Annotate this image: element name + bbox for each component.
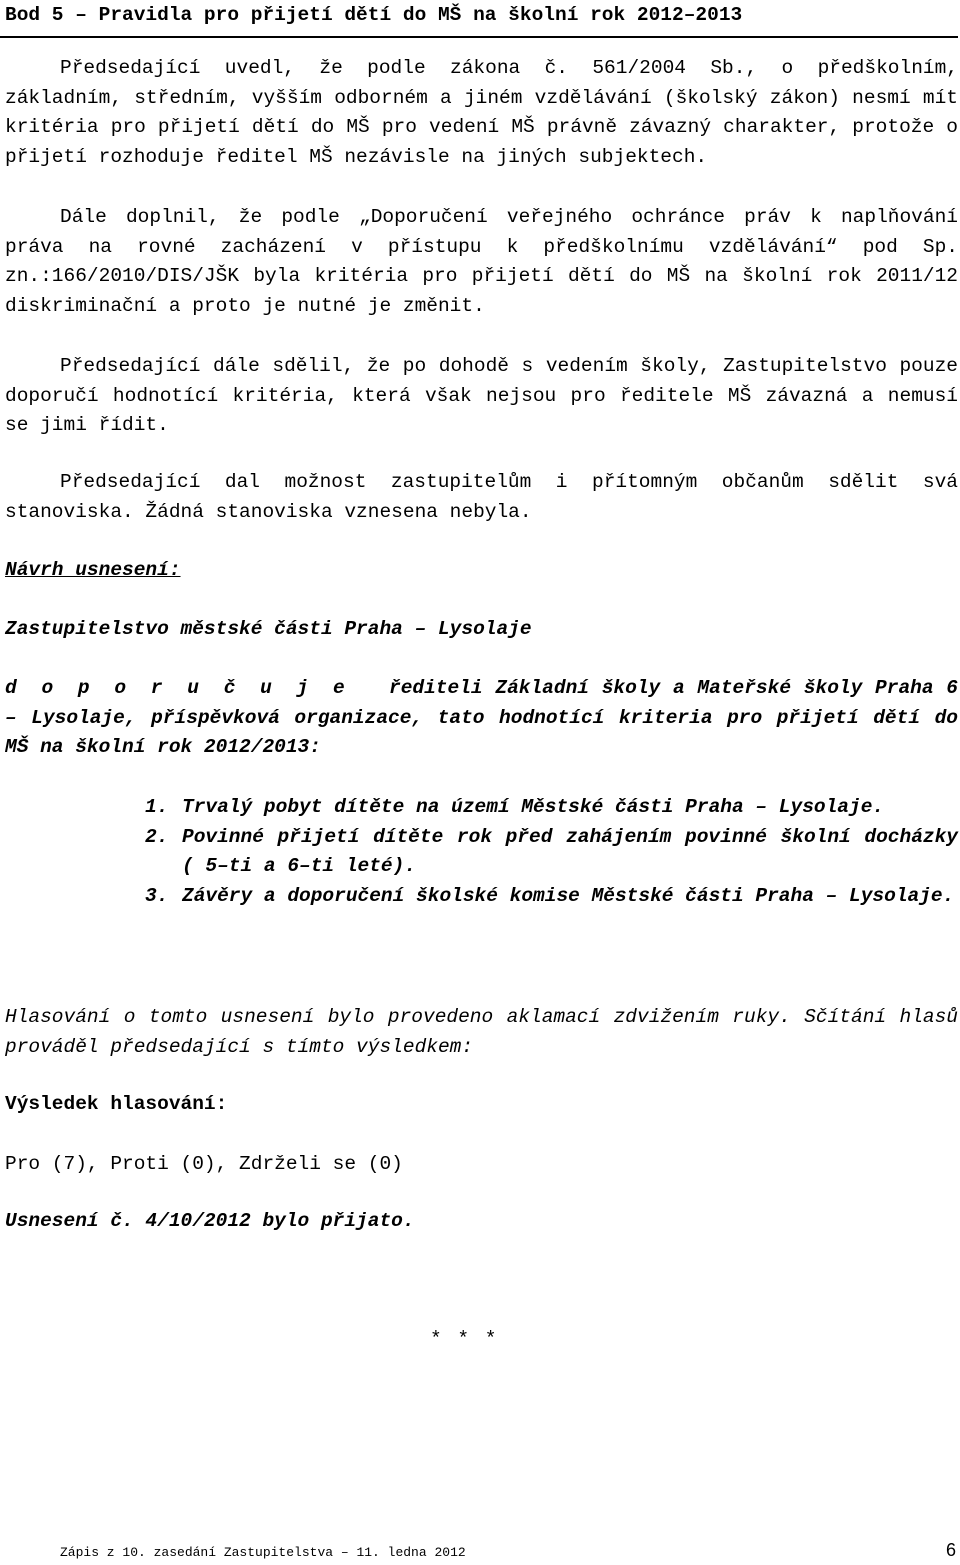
voting-result-label: Výsledek hlasování: (5, 1093, 228, 1115)
resolution-recommendation (5, 674, 958, 763)
criteria-item (145, 823, 958, 882)
paragraph-legal-basis: Předsedající uvedl, že podle zákona č. 561/2004 Sb., o předškolním, základním, středním, vyšším odborném a jiném vzdělávání (školský zákon) nesmí mít kritéria pro přijetí dětí do MŠ pro vedení MŠ právně závazný charakter, protože o přijetí rozhoduje ředitel MŠ nezávisle na jiných subjektech. (5, 57, 958, 169)
criteria-item (145, 882, 958, 912)
criteria-text: Povinné přijetí dítěte rok před zahájením povinné školní docházky ( 5–ti a 6–ti leté). (182, 825, 958, 878)
voting-result: Pro (7), Proti (0), Zdrželi se (0) (5, 1153, 403, 1175)
paragraph-public-comments: Předsedající dal možnost zastupitelům i přítomným občanům sdělit svá stanoviska. Žádná stanoviska vznesena nebyla. (5, 471, 958, 523)
section-separator: * * * (430, 1328, 499, 1350)
resolution-label: Návrh usnesení: (5, 559, 181, 581)
footer-text: Zápis z 10. zasedání Zastupitelstva – 11. ledna 2012 (60, 1545, 466, 1560)
criteria-number: 2. (145, 825, 169, 848)
page-number: 6 (946, 1540, 957, 1560)
criteria-list (145, 793, 958, 912)
criteria-number: 3. (145, 885, 169, 908)
criteria-item (145, 793, 958, 823)
resolution-outcome: Usnesení č. 4/10/2012 bylo přijato. (5, 1210, 415, 1232)
paragraph-agreement: Předsedající dále sdělil, že po dohodě s vedením školy, Zastupitelstvo pouze doporučí hodnotící kritéria, která však nejsou pro ředitele MŠ závazná a nemusí se jimi řídit. (5, 355, 958, 437)
criteria-text: Trvalý pobyt dítěte na území Městské části Praha – Lysolaje. (182, 796, 885, 818)
criteria-number: 1. (145, 796, 169, 818)
voting-intro: Hlasování o tomto usnesení bylo provedeno aklamací zdvižením ruky. Sčítání hlasů prováděl předsedající s tímto výsledkem: (5, 1006, 958, 1058)
resolution-recipient: řediteli Základní školy a Mateřské školy Praha 6 – Lysolaje, příspěvková organizace, tato hodnotící kriteria pro přijetí dětí do MŠ na školní rok 2012/2013: (5, 677, 959, 759)
section-heading: Bod 5 – Pravidla pro přijetí dětí do MŠ na školní rok 2012–2013 (5, 4, 743, 26)
criteria-text: Závěry a doporučení školské komise Městské části Praha – Lysolaje. (182, 885, 955, 908)
resolution-verb: d o p o r u č u j e (5, 677, 351, 699)
paragraph-ombudsman-recommendation: Dále doplnil, že podle „Doporučení veřejného ochránce práv k naplňování práva na rovné zacházení v přístupu k předškolnímu vzdělávání“ pod Sp. zn.:166/2010/DIS/JŠK byla kritéria pro přijetí dětí do MŠ na školní rok 2011/12 diskriminační a proto je nutné je změnit. (5, 206, 958, 318)
heading-underline (0, 36, 958, 38)
resolution-body: Zastupitelstvo městské části Praha – Lysolaje (5, 618, 532, 640)
